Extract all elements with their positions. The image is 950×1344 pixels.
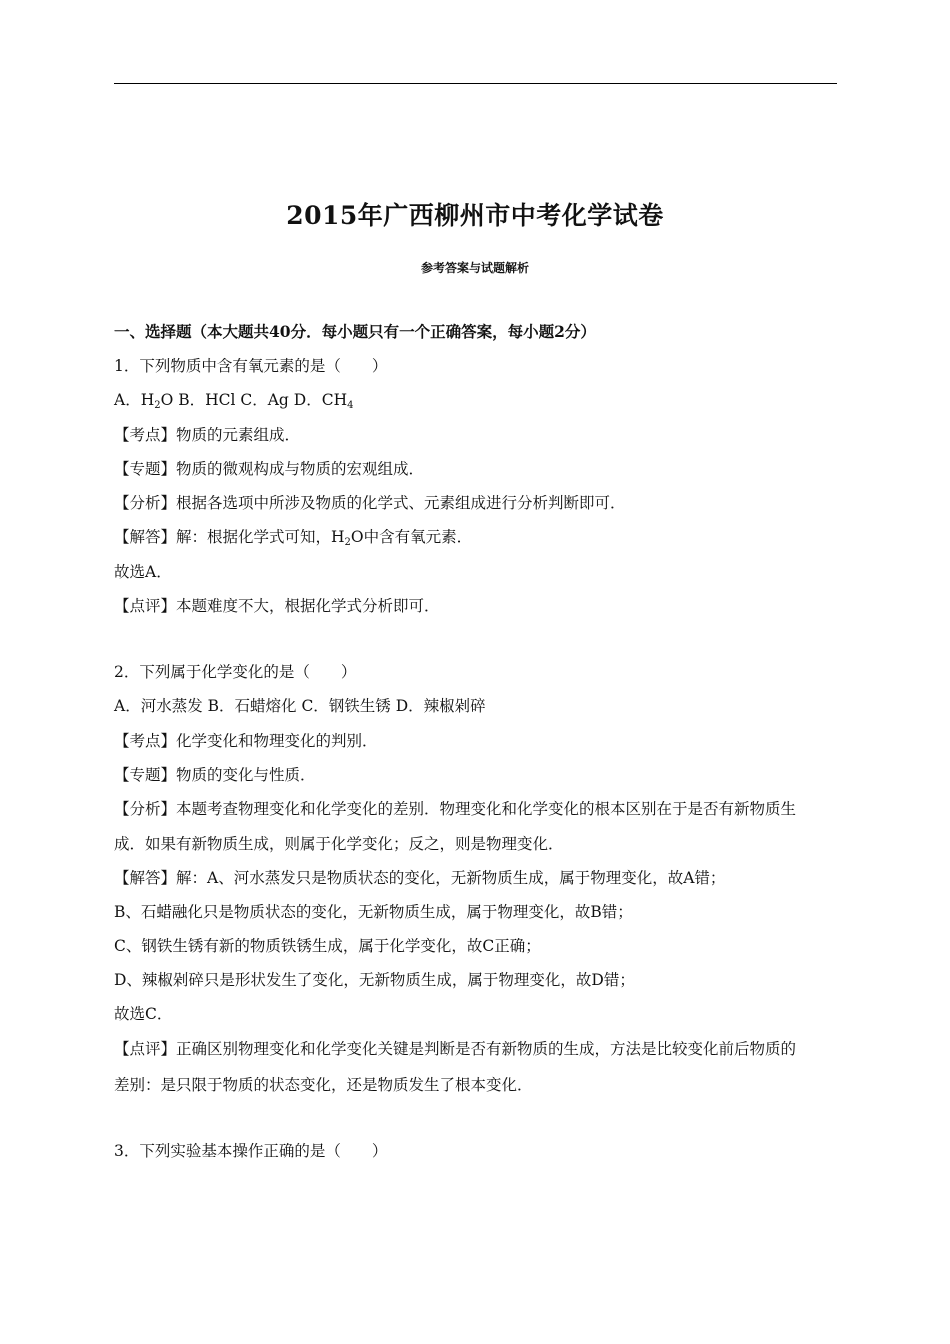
q1-stem: 1．下列物质中含有氧元素的是（ ） — [114, 357, 388, 375]
q2-fenxi-line1: 【分析】本题考查物理变化和化学变化的差别．物理变化和化学变化的根本区别在于是否有新物质生 — [114, 800, 797, 818]
page-title: 2015年广西柳州市中考化学试卷 — [286, 201, 664, 230]
q2-dianping-line2: 差别：是只限于物质的状态变化，还是物质发生了根本变化． — [114, 1076, 533, 1094]
q3-stem: 3．下列实验基本操作正确的是（ ） — [114, 1142, 388, 1160]
q2-jieda-c: C、钢铁生锈有新的物质铁锈生成，属于化学变化，故C正确； — [114, 937, 541, 955]
q2-options: A．河水蒸发 B．石蜡熔化 C．钢铁生锈 D．辣椒剁碎 — [114, 697, 486, 715]
q2-fenxi-line2: 成．如果有新物质生成，则属于化学变化；反之，则是物理变化． — [114, 835, 564, 853]
q1-jieda: 【解答】解：根据化学式可知，$H_2O$中含有氧元素． — [114, 528, 473, 548]
q2-zhuanti: 【专题】物质的变化与性质． — [114, 766, 316, 784]
q1-dianping: 【点评】本题难度不大，根据化学式分析即可． — [114, 597, 440, 615]
q1-options: A．$H_2O$ B．HCl C．Ag D．$CH_4$ — [114, 391, 354, 411]
q2-jieda-a: 【解答】解：A、河水蒸发只是物质状态的变化，无新物质生成，属于物理变化，故A错； — [114, 869, 726, 887]
q2-dianping-line1: 【点评】正确区别物理变化和化学变化关键是判断是否有新物质的生成，方法是比较变化前后物质的 — [114, 1040, 797, 1058]
q2-jieda-b: B、石蜡融化只是物质状态的变化，无新物质生成，属于物理变化，故B错； — [114, 903, 633, 921]
q1-choice: 故选A． — [114, 563, 172, 581]
q2-choice: 故选C． — [114, 1005, 173, 1023]
q1-fenxi: 【分析】根据各选项中所涉及物质的化学式、元素组成进行分析判断即可． — [114, 494, 626, 512]
page-subtitle: 参考答案与试题解析 — [420, 261, 529, 275]
q2-jieda-d: D、辣椒剁碎只是形状发生了变化，无新物质生成，属于物理变化，故D错； — [114, 971, 635, 989]
header-rule — [114, 83, 837, 84]
q2-stem: 2．下列属于化学变化的是（ ） — [114, 663, 357, 681]
q2-kaodian: 【考点】化学变化和物理变化的判别． — [114, 732, 378, 750]
q1-zhuanti: 【专题】物质的微观构成与物质的宏观组成． — [114, 460, 425, 478]
section-heading: 一、选择题（本大题共40分．每小题只有一个正确答案，每小题2分） — [114, 322, 596, 341]
q1-kaodian: 【考点】物质的元素组成． — [114, 426, 301, 444]
